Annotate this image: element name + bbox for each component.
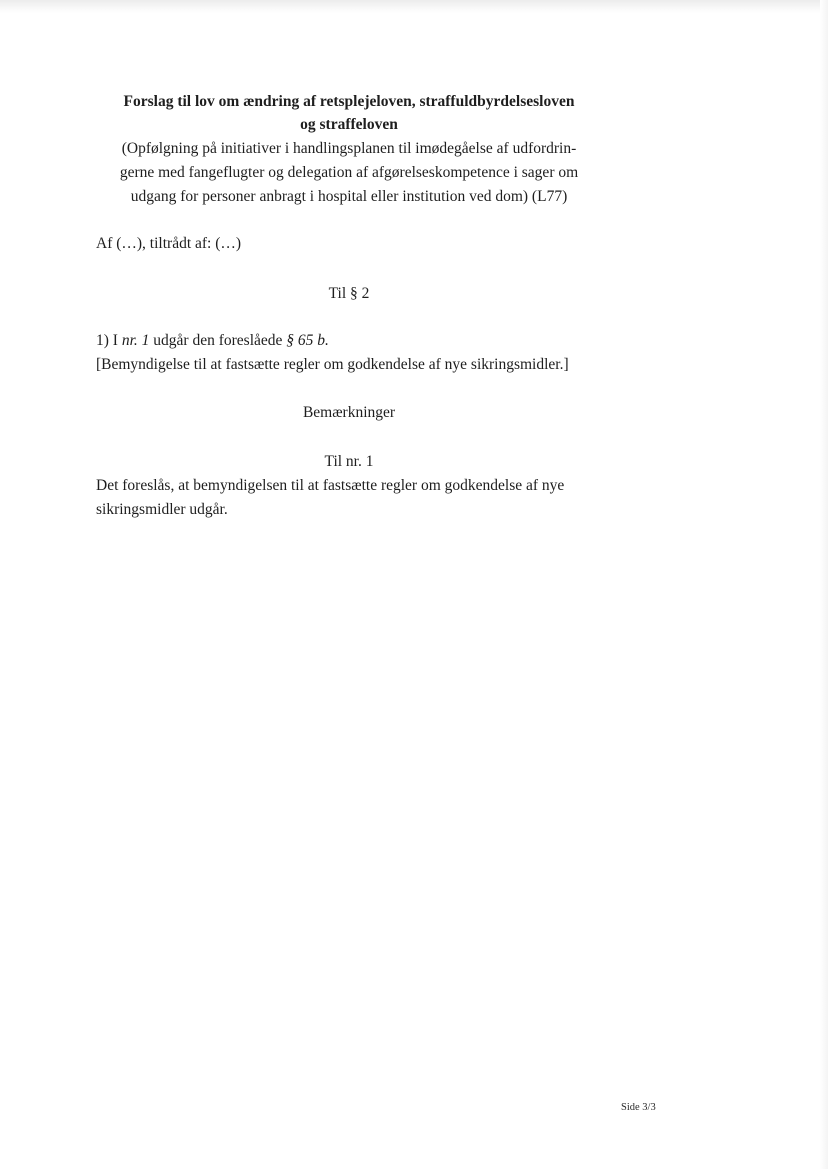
amendment-prefix: I xyxy=(112,332,118,349)
document-subtitle xyxy=(96,137,602,209)
amendment-ref-paragraph: § 65 b. xyxy=(286,332,329,349)
subtitle-line: gerne med fangeflugter og delegation af afgørelseskompetence i sager om xyxy=(119,164,579,181)
subtitle-line: (Opfølgning på initiativer i handlingsplanen til imødegåelse af udfordrin- xyxy=(121,140,577,157)
title-line: Forslag til lov om ændring af retsplejeloven, straffuldbyrdelsesloven xyxy=(123,93,575,110)
remarks-line: Det foreslås, at bemyndigelsen til at fastsætte regler om godkendelse af nye xyxy=(96,477,565,494)
amendment-middle: udgår den foreslåede xyxy=(153,332,283,349)
amendment-number: 1) xyxy=(96,332,109,349)
remarks-sub-heading: Til nr. 1 xyxy=(324,453,374,470)
amendment-ref-nr: nr. 1 xyxy=(121,332,150,349)
amendment-note: [Bemyndigelse til at fastsætte regler om godkendelse af nye sikringsmidler.] xyxy=(96,356,569,373)
subtitle-line: udgang for personer anbragt i hospital eller institution ved dom) (L77) xyxy=(130,188,568,205)
document-title xyxy=(96,90,602,136)
amendment-line xyxy=(96,329,329,353)
section-heading: Til § 2 xyxy=(328,285,370,302)
remarks-line: sikringsmidler udgår. xyxy=(96,501,228,518)
remarks-heading: Bemærkninger xyxy=(302,404,396,421)
page-footer: Side 3/3 xyxy=(621,1102,656,1113)
proposer-line: Af (…), tiltrådt af: (…) xyxy=(96,235,242,252)
title-line: og straffeloven xyxy=(300,116,398,133)
